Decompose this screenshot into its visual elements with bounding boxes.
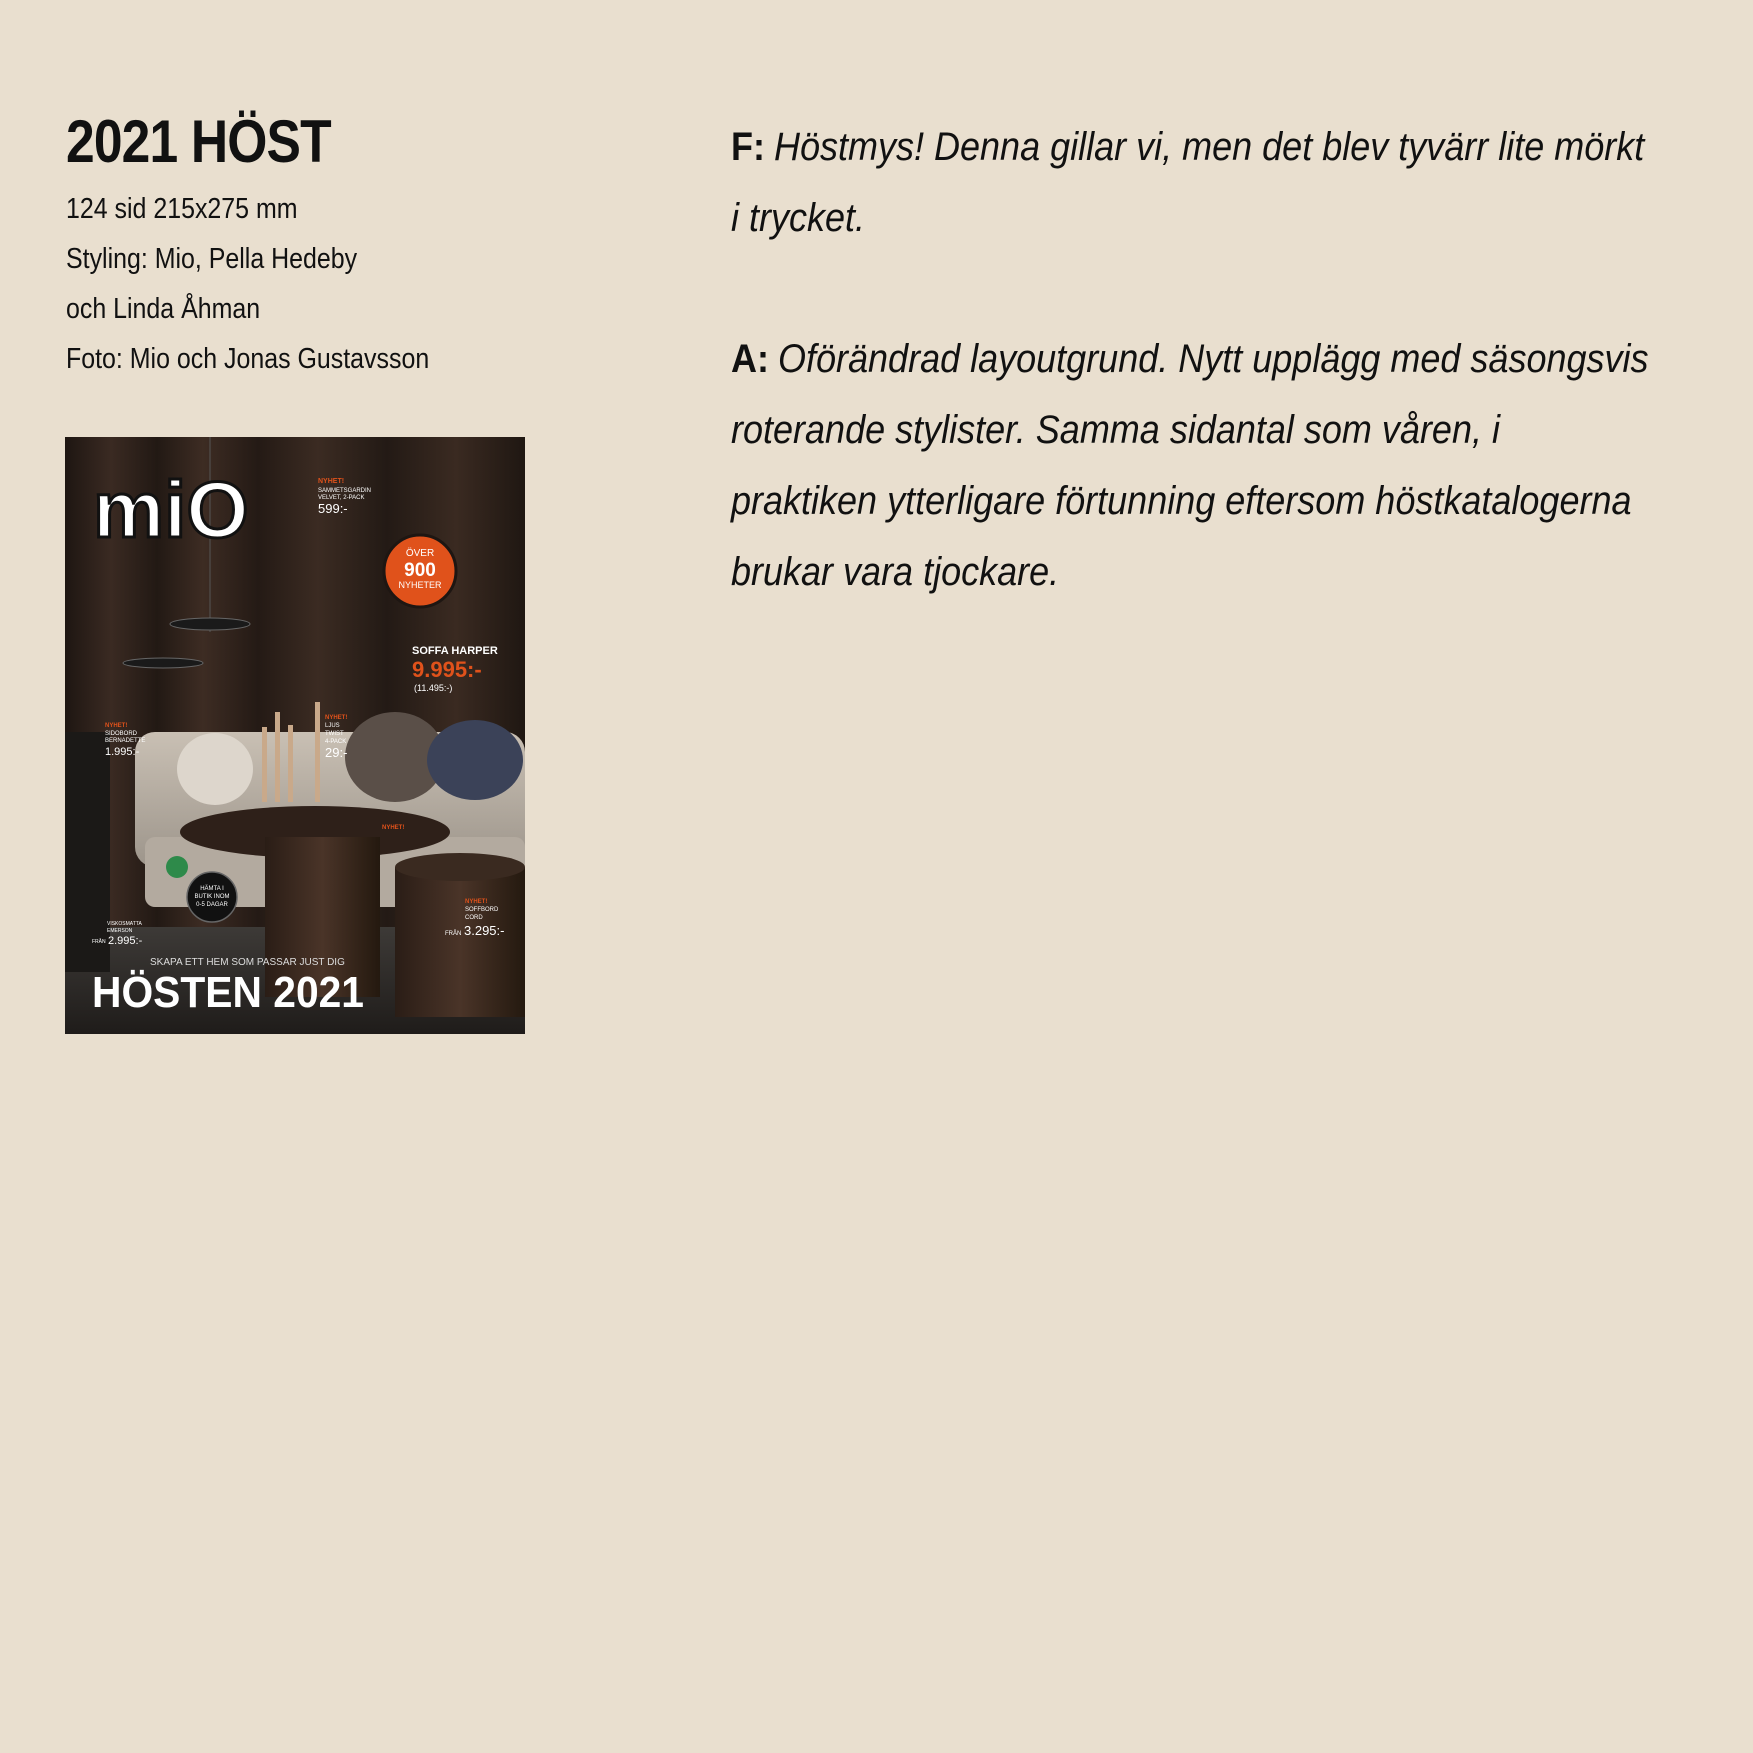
side-table <box>65 732 110 972</box>
curtain-label-1: SAMMETSGARDIN <box>318 488 372 494</box>
catalog-meta <box>66 184 586 384</box>
candle-4 <box>315 702 320 802</box>
answer-text: Oförändrad layoutgrund. Nytt upplägg med säsongsvis roterande stylister. Samma sidantal som våren, i praktiken ytterligare förtunning eftersom höstkatalogerna brukar vara tjockare. <box>731 337 1649 594</box>
pendant-lamp-1 <box>170 618 250 630</box>
answer-prefix: A: <box>731 337 769 381</box>
curtain-price: 599:- <box>318 501 348 516</box>
catalog-title: 2021 HÖST <box>66 108 331 175</box>
candle-2 <box>275 712 280 802</box>
catalog-photo: Foto: Mio och Jonas Gustavsson <box>66 343 430 375</box>
coffee-table-small <box>395 867 525 1017</box>
candle-label-1: LJUS <box>325 723 340 729</box>
coffee-label-1: SOFFBORD <box>465 907 499 913</box>
candle-price: 29:- <box>325 745 348 760</box>
curtain-label-2: VELVET, 2-PACK <box>318 495 365 501</box>
catalog-info <box>66 100 586 384</box>
side-new-tag: NYHET! <box>105 723 128 729</box>
cover-tagline: SKAPA ETT HEM SOM PASSAR JUST DIG <box>150 957 345 968</box>
coffee-label-2: CORD <box>465 915 483 921</box>
catalog-cover-image <box>65 437 525 1034</box>
side-label-2: BERNADETTE <box>105 738 146 744</box>
rug-label-1: VISKOSMATTA <box>107 921 142 927</box>
catalog-styling-cont: och Linda Åhman <box>66 293 261 325</box>
question-paragraph <box>731 112 1649 254</box>
candle-3 <box>288 725 293 802</box>
cover-illustration <box>65 437 525 1034</box>
side-price: 1.995:- <box>105 746 140 758</box>
question-text: Höstmys! Denna gillar vi, men det blev tyvärr lite mörkt i trycket. <box>731 125 1645 240</box>
sofa-old-price: (11.495:-) <box>414 683 453 693</box>
rug-price: 2.995:- <box>108 935 143 947</box>
rug-label-2: EMERSON <box>107 928 133 934</box>
question-prefix: F: <box>731 125 765 169</box>
candle-label-3: 4-PACK <box>325 739 347 745</box>
sofa-name: SOFFA HARPER <box>412 645 498 657</box>
coffee-price: 3.295:- <box>464 923 505 938</box>
catalog-size: 124 sid 215x275 mm <box>66 193 298 225</box>
rug-from: FRÅN <box>92 939 106 945</box>
cover-headline: HÖSTEN 2021 <box>92 968 364 1017</box>
candle-1 <box>262 727 267 802</box>
cushion-blue <box>427 720 523 800</box>
coffee-new-tag: NYHET! <box>465 899 488 905</box>
side-label-1: SIDOBORD <box>105 731 138 737</box>
coffee-table-small-top <box>395 853 525 881</box>
table-new-tag: NYHET! <box>382 825 405 831</box>
ecolabel-icon <box>166 856 188 878</box>
candle-new-tag: NYHET! <box>325 715 348 721</box>
pickup-2: BUTIK INOM <box>194 894 230 900</box>
pickup-3: 0-5 DAGAR <box>196 902 228 908</box>
answer-paragraph <box>731 324 1649 608</box>
pickup-1: HÄMTA I <box>200 886 224 892</box>
badge-top: ÖVER <box>405 548 435 559</box>
pendant-lamp-2 <box>123 658 203 668</box>
candle-label-2: TWIST <box>325 731 344 737</box>
cover-logo: miO <box>93 465 249 554</box>
sofa-price: 9.995:- <box>412 657 482 682</box>
commentary <box>731 112 1691 608</box>
catalog-styling: Styling: Mio, Pella Hedeby <box>66 243 358 275</box>
cushion-1 <box>177 733 253 805</box>
curtain-new-tag: NYHET! <box>318 478 345 485</box>
badge-bottom: NYHETER <box>398 580 442 590</box>
coffee-from: FRÅN <box>445 931 462 937</box>
badge-number: 900 <box>404 560 436 581</box>
